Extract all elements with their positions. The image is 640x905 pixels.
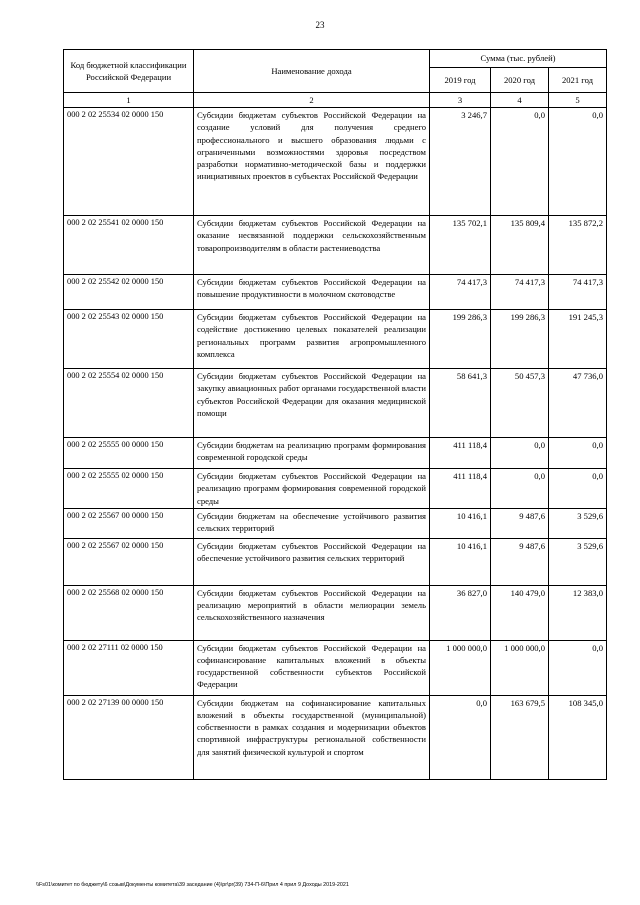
row-name: Субсидии бюджетам субъектов Российской Федерации на обеспечение устойчивого развития сельских территорий [194,538,430,585]
col-number: 4 [491,93,549,108]
row-value-2021: 3 529,6 [549,538,607,585]
revenue-table [63,49,607,780]
row-code: 000 2 02 25555 02 0000 150 [64,469,194,509]
row-value-2019: 135 702,1 [430,216,491,275]
table-row [64,508,607,538]
row-name: Субсидии бюджетам субъектов Российской Федерации на создание условий для получения среднего профессионального и высшего образования людьми с ограниченными возможностями здоровья посредством разработки нормативно-методической базы и поддержки инициативных проектов в субъектах Российской Федерации [194,108,430,216]
row-value-2021: 47 736,0 [549,369,607,438]
row-code: 000 2 02 25543 02 0000 150 [64,310,194,369]
row-code: 000 2 02 25567 02 0000 150 [64,538,194,585]
row-value-2021: 191 245,3 [549,310,607,369]
table-row [64,108,607,216]
row-value-2020: 50 457,3 [491,369,549,438]
column-numbers-row [64,93,607,108]
row-value-2020: 74 417,3 [491,275,549,310]
row-value-2021: 3 529,6 [549,508,607,538]
table-row [64,216,607,275]
table-row [64,640,607,695]
table-row [64,469,607,509]
row-code: 000 2 02 27111 02 0000 150 [64,640,194,695]
row-value-2019: 10 416,1 [430,508,491,538]
row-code: 000 2 02 25542 02 0000 150 [64,275,194,310]
row-value-2019: 36 827,0 [430,585,491,640]
row-value-2020: 135 809,4 [491,216,549,275]
row-value-2019: 0,0 [430,695,491,779]
row-value-2020: 140 479,0 [491,585,549,640]
row-value-2019: 10 416,1 [430,538,491,585]
row-value-2020: 0,0 [491,108,549,216]
file-path-footer: \\Fs01\комитет по бюджету\6 созыв\Документы комитета\39 заседание (4)\pr\pr(39) 734-П-6\Прил 4 прил 9 Доходы 2019-2021 [36,882,349,888]
row-value-2021: 108 345,0 [549,695,607,779]
row-value-2021: 0,0 [549,469,607,509]
table-row [64,538,607,585]
header-year-2019: 2019 год [430,68,491,93]
row-name: Субсидии бюджетам субъектов Российской Федерации на повышение продуктивности в молочном скотоводстве [194,275,430,310]
row-code: 000 2 02 25541 02 0000 150 [64,216,194,275]
header-code: Код бюджетной классификации Российской Федерации [64,50,194,93]
row-value-2020: 163 679,5 [491,695,549,779]
row-code: 000 2 02 25534 02 0000 150 [64,108,194,216]
row-code: 000 2 02 27139 00 0000 150 [64,695,194,779]
table-row [64,275,607,310]
row-value-2021: 0,0 [549,438,607,469]
table-row [64,438,607,469]
header-name: Наименование дохода [194,50,430,93]
row-value-2020: 1 000 000,0 [491,640,549,695]
row-name: Субсидии бюджетам субъектов Российской Федерации на содействие достижению целевых показателей реализации региональных программ развития агропромышленного комплекса [194,310,430,369]
row-value-2019: 3 246,7 [430,108,491,216]
row-value-2019: 1 000 000,0 [430,640,491,695]
row-value-2021: 74 417,3 [549,275,607,310]
row-value-2020: 0,0 [491,469,549,509]
row-name: Субсидии бюджетам субъектов Российской Федерации на софинансирование капитальных вложений в объекты государственной собственности субъектов Российской Федерации [194,640,430,695]
table-row [64,310,607,369]
row-name: Субсидии бюджетам субъектов Российской Федерации на закупку авиационных работ органами государственной власти субъектов Российской Федерации для оказания медицинской помощи [194,369,430,438]
row-value-2020: 0,0 [491,438,549,469]
table-row [64,585,607,640]
row-value-2019: 411 118,4 [430,469,491,509]
col-number: 1 [64,93,194,108]
row-name: Субсидии бюджетам на обеспечение устойчивого развития сельских территорий [194,508,430,538]
header-year-2020: 2020 год [491,68,549,93]
col-number: 3 [430,93,491,108]
row-value-2019: 411 118,4 [430,438,491,469]
row-value-2020: 199 286,3 [491,310,549,369]
table-row [64,369,607,438]
row-value-2021: 0,0 [549,640,607,695]
row-value-2021: 0,0 [549,108,607,216]
row-name: Субсидии бюджетам на реализацию программ формирования современной городской среды [194,438,430,469]
header-sum: Сумма (тыс. рублей) [430,50,607,68]
row-value-2019: 199 286,3 [430,310,491,369]
row-name: Субсидии бюджетам на софинансирование капитальных вложений в объекты государственной (муниципальной) собственности в рамках создания и модернизации объектов спортивной инфраструктуры региональной собственности для занятий физической культурой и спортом [194,695,430,779]
row-name: Субсидии бюджетам субъектов Российской Федерации на оказание несвязанной поддержки сельскохозяйственным товаропроизводителям в области растениеводства [194,216,430,275]
row-value-2021: 135 872,2 [549,216,607,275]
col-number: 2 [194,93,430,108]
table-row [64,695,607,779]
header-year-2021: 2021 год [549,68,607,93]
row-code: 000 2 02 25555 00 0000 150 [64,438,194,469]
col-number: 5 [549,93,607,108]
row-value-2019: 58 641,3 [430,369,491,438]
row-value-2019: 74 417,3 [430,275,491,310]
row-code: 000 2 02 25568 02 0000 150 [64,585,194,640]
row-code: 000 2 02 25567 00 0000 150 [64,508,194,538]
page-number: 23 [315,20,325,30]
row-code: 000 2 02 25554 02 0000 150 [64,369,194,438]
row-name: Субсидии бюджетам субъектов Российской Федерации на реализацию мероприятий в области мелиорации земель сельскохозяйственного назначения [194,585,430,640]
header-row [64,50,607,68]
row-value-2020: 9 487,6 [491,508,549,538]
row-value-2021: 12 383,0 [549,585,607,640]
row-value-2020: 9 487,6 [491,538,549,585]
row-name: Субсидии бюджетам субъектов Российской Федерации на реализацию программ формирования современной городской среды [194,469,430,509]
